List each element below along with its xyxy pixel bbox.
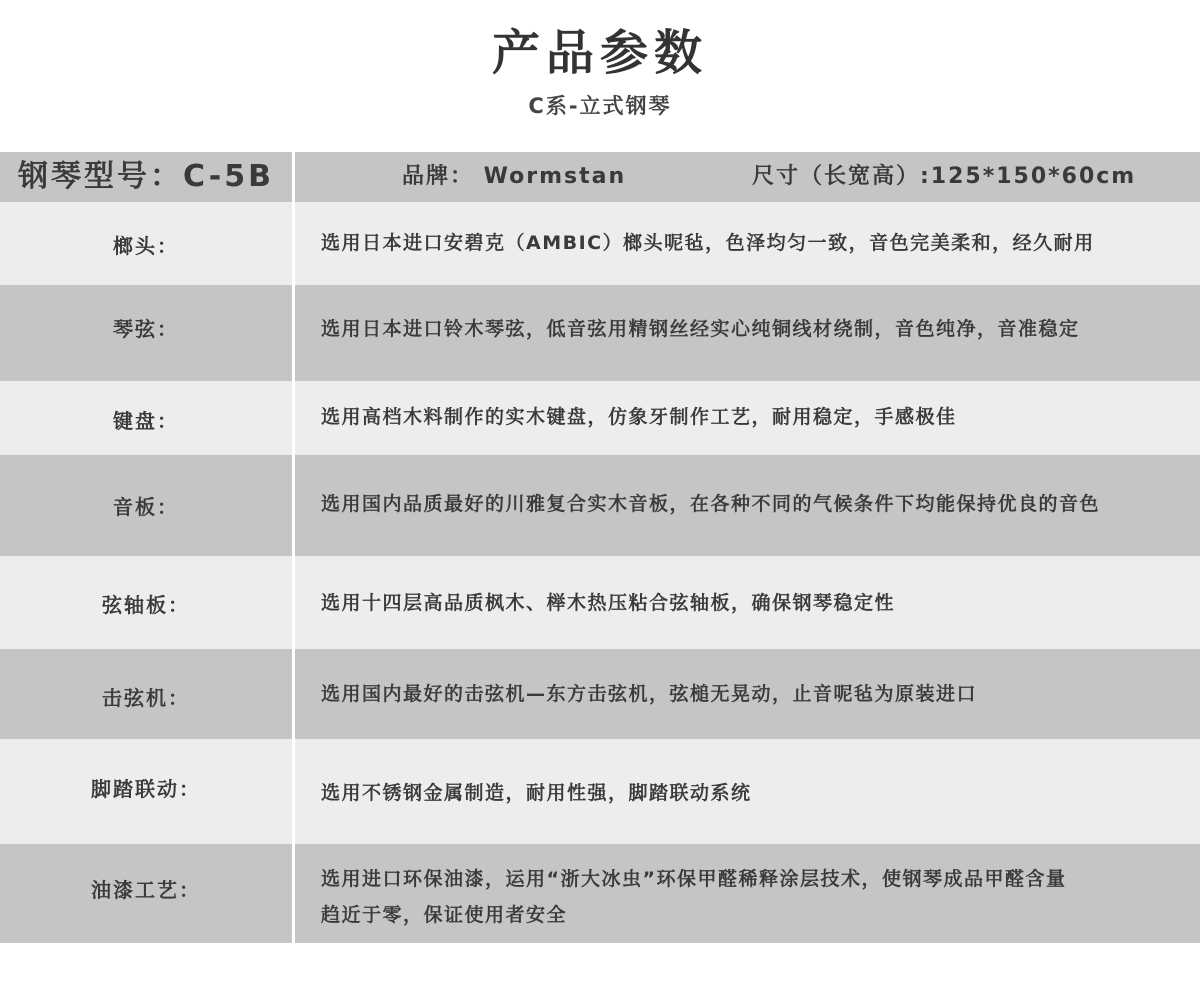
spec-table xyxy=(0,152,1200,943)
spec-value: 选用国内品质最好的川雅复合实木音板，在各种不同的气候条件下均能保持优良的音色 xyxy=(321,493,1101,515)
spec-label: 键盘： xyxy=(113,409,179,433)
spec-label: 油漆工艺： xyxy=(91,878,201,902)
column-divider xyxy=(292,739,295,844)
spec-value: 选用不锈钢金属制造，耐用性强，脚踏联动系统 xyxy=(321,782,752,804)
spec-row-soundboard xyxy=(0,455,1200,556)
page-title: 产品参数 xyxy=(491,25,708,81)
column-divider xyxy=(292,844,295,943)
column-divider xyxy=(292,285,295,381)
spec-value: 选用日本进口安碧克（AMBIC）榔头呢毡，色泽均匀一致，音色完美柔和，经久耐用 xyxy=(321,232,1095,254)
spec-row-pinblock xyxy=(0,556,1200,649)
spec-label: 榔头： xyxy=(113,234,179,258)
spec-label: 弦轴板： xyxy=(102,593,190,617)
spec-label: 音板： xyxy=(113,495,179,519)
spec-label: 琴弦： xyxy=(113,317,179,341)
column-divider xyxy=(292,649,295,739)
spec-value: 选用十四层高品质枫木、榉木热压粘合弦轴板，确保钢琴稳定性 xyxy=(321,592,896,614)
column-divider xyxy=(292,152,295,202)
spec-row-action xyxy=(0,649,1200,739)
spec-value: 选用国内最好的击弦机—东方击弦机，弦槌无晃动，止音呢毡为原装进口 xyxy=(321,683,978,705)
spec-value xyxy=(321,861,1181,933)
column-divider xyxy=(292,381,295,455)
spec-value-line: 趋近于零，保证使用者安全 xyxy=(321,904,568,926)
spec-row-finish xyxy=(0,844,1200,943)
spec-row-strings xyxy=(0,285,1200,381)
table-header-row xyxy=(0,152,1200,202)
spec-label: 脚踏联动： xyxy=(91,777,201,801)
spec-row-keyboard xyxy=(0,381,1200,455)
spec-value: 选用高档木料制作的实木键盘，仿象牙制作工艺，耐用稳定，手感极佳 xyxy=(321,406,957,428)
spec-row-pedal xyxy=(0,739,1200,844)
page-subtitle: C系-立式钢琴 xyxy=(528,94,672,118)
spec-value: 选用日本进口铃木琴弦，低音弦用精钢丝经实心纯铜线材绕制，音色纯净，音准稳定 xyxy=(321,318,1080,340)
column-divider xyxy=(292,556,295,649)
spec-value-line: 选用进口环保油漆，运用“浙大冰虫”环保甲醛稀释涂层技术，使钢琴成品甲醛含量 xyxy=(321,868,1067,890)
spec-row-hammer xyxy=(0,202,1200,285)
spec-label: 击弦机： xyxy=(102,686,190,710)
column-divider xyxy=(292,455,295,556)
column-divider xyxy=(292,202,295,285)
piano-model: 钢琴型号：C-5B xyxy=(18,159,274,194)
dimensions-label: 尺寸（长宽高）:125*150*60cm xyxy=(752,164,1137,189)
brand-label: 品牌： Wormstan xyxy=(402,164,627,189)
